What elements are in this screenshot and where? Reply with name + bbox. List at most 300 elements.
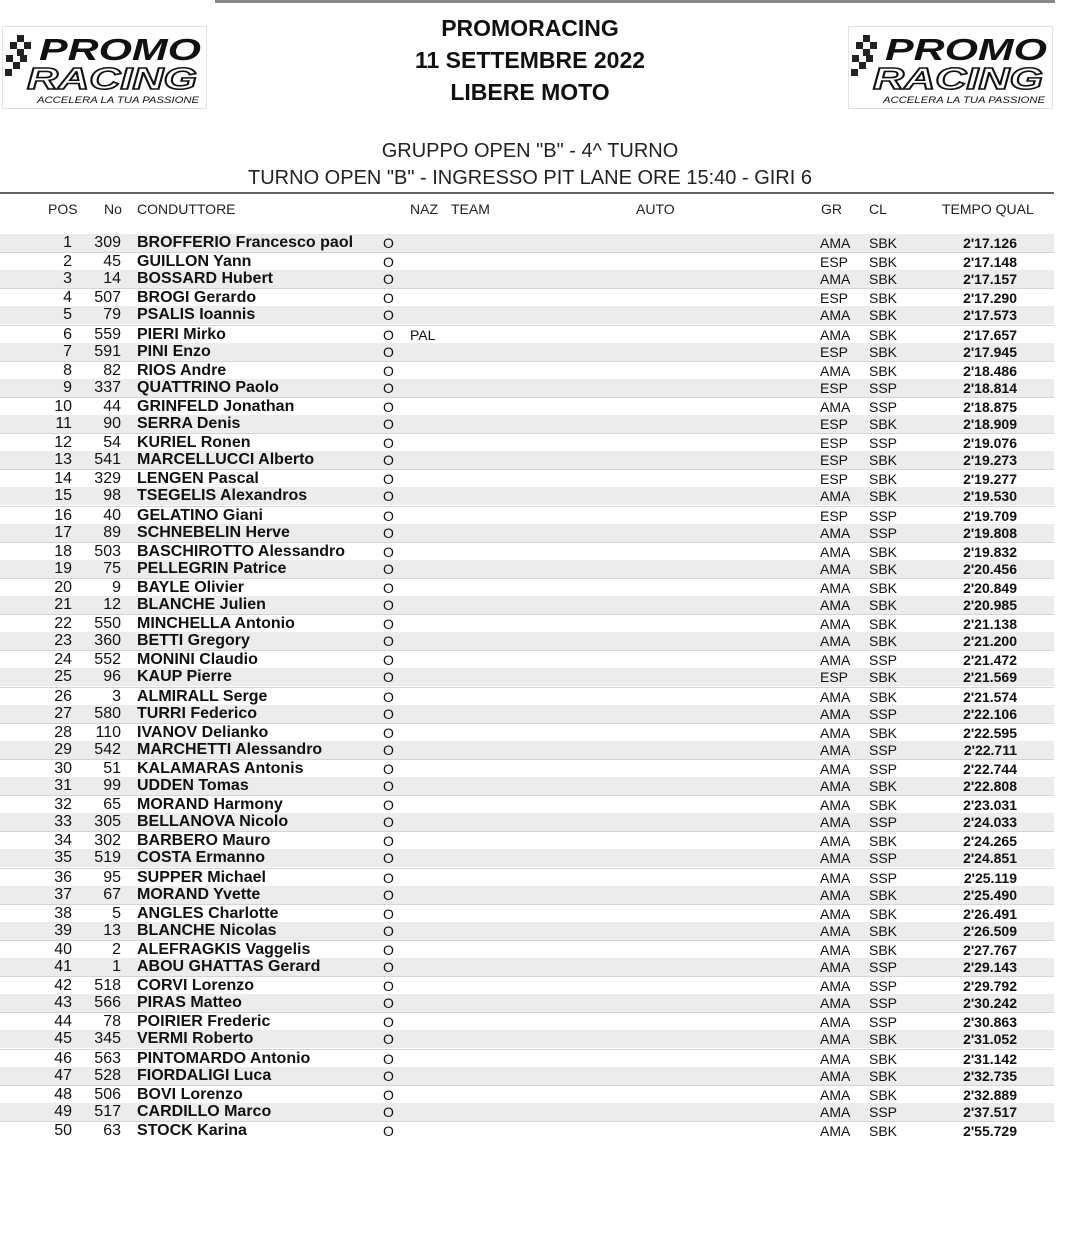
table-row	[0, 1030, 1054, 1048]
group-cell: AMA	[820, 706, 851, 722]
class-cell: SBK	[869, 1123, 898, 1139]
lap-time-cell: 2'37.517	[963, 1104, 1017, 1120]
number-cell: 517	[94, 1103, 121, 1120]
position-cell: 17	[54, 524, 72, 541]
driver-name-cell: COSTA Ermanno	[137, 849, 266, 866]
number-cell: 90	[103, 415, 121, 432]
nationality-cell: O	[383, 616, 394, 632]
class-cell: SSP	[869, 814, 898, 830]
group-cell: AMA	[820, 742, 851, 758]
class-cell: SSP	[869, 435, 898, 451]
group-cell: AMA	[820, 995, 851, 1011]
group-cell: AMA	[820, 778, 851, 794]
svg-text:PROMO: PROMO	[885, 32, 1047, 67]
number-cell: 5	[112, 905, 121, 922]
driver-name-cell: LENGEN Pascal	[137, 470, 259, 487]
position-cell: 21	[54, 596, 72, 613]
lap-time-cell: 2'22.595	[963, 725, 1017, 741]
position-cell: 28	[54, 724, 72, 741]
number-cell: 345	[94, 1030, 121, 1047]
table-row	[0, 886, 1054, 904]
number-cell: 550	[94, 615, 121, 632]
lap-time-cell: 2'29.792	[963, 978, 1017, 994]
col-header-team: TEAM	[451, 201, 490, 217]
group-cell: ESP	[820, 344, 849, 360]
table-row	[0, 306, 1054, 324]
class-cell: SBK	[869, 363, 898, 379]
number-cell: 9	[112, 579, 121, 596]
lap-time-cell: 2'22.744	[963, 761, 1017, 777]
lap-time-cell: 2'55.729	[963, 1123, 1017, 1139]
svg-text:RACING: RACING	[873, 61, 1043, 96]
position-cell: 20	[54, 579, 72, 596]
class-cell: SSP	[869, 959, 898, 975]
class-cell: SBK	[869, 327, 898, 343]
nationality-cell: O	[383, 995, 394, 1011]
group-cell: ESP	[820, 471, 849, 487]
nationality-cell: O	[383, 652, 394, 668]
number-cell: 528	[94, 1067, 121, 1084]
nationality-cell: O	[383, 870, 394, 886]
lap-time-cell: 2'24.265	[963, 833, 1017, 849]
table-row	[0, 252, 1054, 270]
driver-name-cell: MORAND Yvette	[137, 886, 261, 903]
group-cell: AMA	[820, 399, 851, 415]
position-cell: 8	[63, 362, 72, 379]
number-cell: 45	[103, 253, 121, 270]
nationality-cell: O	[383, 399, 394, 415]
driver-name-cell: PSALIS Ioannis	[137, 306, 256, 323]
nationality-cell: O	[383, 1123, 394, 1139]
lap-time-cell: 2'23.031	[963, 797, 1017, 813]
driver-name-cell: KALAMARAS Antonis	[137, 760, 304, 777]
number-cell: 79	[103, 306, 121, 323]
nationality-cell: O	[383, 235, 394, 251]
position-cell: 27	[54, 705, 72, 722]
lap-time-cell: 2'17.945	[963, 344, 1017, 360]
col-header-pos: POS	[48, 201, 78, 217]
number-cell: 99	[103, 777, 121, 794]
col-header-gr: GR	[821, 201, 842, 217]
group-cell: AMA	[820, 271, 851, 287]
table-row	[0, 777, 1054, 795]
class-cell: SBK	[869, 1031, 898, 1047]
driver-name-cell: QUATTRINO Paolo	[137, 379, 279, 396]
lap-time-cell: 2'21.138	[963, 616, 1017, 632]
position-cell: 41	[54, 958, 72, 975]
lap-time-cell: 2'19.076	[963, 435, 1017, 451]
group-cell: AMA	[820, 942, 851, 958]
position-cell: 31	[54, 777, 72, 794]
table-row	[0, 1067, 1054, 1085]
organizer-title: PROMORACING	[441, 15, 619, 41]
lap-time-cell: 2'21.472	[963, 652, 1017, 668]
class-cell: SSP	[869, 1104, 898, 1120]
group-cell: AMA	[820, 978, 851, 994]
group-cell: AMA	[820, 488, 851, 504]
driver-name-cell: KURIEL Ronen	[137, 434, 251, 451]
table-row	[0, 741, 1054, 759]
nationality-cell: O	[383, 307, 394, 323]
class-cell: SBK	[869, 452, 898, 468]
group-cell: AMA	[820, 652, 851, 668]
number-cell: 82	[103, 362, 121, 379]
driver-name-cell: PINTOMARDO Antonio	[137, 1050, 311, 1067]
number-cell: 89	[103, 524, 121, 541]
number-cell: 44	[103, 398, 121, 415]
table-row	[0, 650, 1054, 668]
position-cell: 47	[54, 1067, 72, 1084]
lap-time-cell: 2'22.106	[963, 706, 1017, 722]
lap-time-cell: 2'18.814	[963, 380, 1017, 396]
driver-name-cell: PELLEGRIN Patrice	[137, 560, 287, 577]
class-cell: SBK	[869, 561, 898, 577]
table-row	[0, 487, 1054, 505]
driver-name-cell: KAUP Pierre	[137, 668, 232, 685]
lap-time-cell: 2'27.767	[963, 942, 1017, 958]
class-cell: SBK	[869, 778, 898, 794]
nationality-cell: O	[383, 797, 394, 813]
table-row	[0, 795, 1054, 813]
class-cell: SBK	[869, 1051, 898, 1067]
table-row	[0, 343, 1054, 361]
table-row	[0, 632, 1054, 650]
driver-name-cell: GUILLON Yann	[137, 253, 252, 270]
lap-time-cell: 2'17.573	[963, 307, 1017, 323]
number-cell: 75	[103, 560, 121, 577]
col-header-naz: NAZ	[410, 201, 438, 217]
class-cell: SBK	[869, 725, 898, 741]
svg-text:PROMO: PROMO	[39, 32, 201, 67]
driver-name-cell: BASCHIROTTO Alessandro	[137, 543, 346, 560]
position-cell: 30	[54, 760, 72, 777]
driver-name-cell: SCHNEBELIN Herve	[137, 524, 290, 541]
position-cell: 43	[54, 994, 72, 1011]
position-cell: 39	[54, 922, 72, 939]
table-row	[0, 614, 1054, 632]
number-cell: 503	[94, 543, 121, 560]
class-cell: SSP	[869, 706, 898, 722]
table-row	[0, 379, 1054, 397]
class-cell: SBK	[869, 254, 898, 270]
driver-name-cell: ANGLES Charlotte	[137, 905, 279, 922]
table-row	[0, 506, 1054, 524]
number-cell: 591	[94, 343, 121, 360]
driver-name-cell: GRINFELD Jonathan	[137, 398, 295, 415]
class-cell: SSP	[869, 742, 898, 758]
class-cell: SBK	[869, 616, 898, 632]
driver-name-cell: PINI Enzo	[137, 343, 211, 360]
lap-time-cell: 2'31.052	[963, 1031, 1017, 1047]
number-cell: 580	[94, 705, 121, 722]
number-cell: 541	[94, 451, 121, 468]
number-cell: 559	[94, 326, 121, 343]
table-row	[0, 687, 1054, 705]
table-row	[0, 397, 1054, 415]
position-cell: 19	[54, 560, 72, 577]
class-cell: SBK	[869, 669, 898, 685]
driver-name-cell: TSEGELIS Alexandros	[137, 487, 308, 504]
number-cell: 360	[94, 632, 121, 649]
number-cell: 3	[112, 688, 121, 705]
position-cell: 24	[54, 651, 72, 668]
lap-time-cell: 2'25.490	[963, 887, 1017, 903]
promoracing-logo-left	[2, 26, 207, 109]
nationality-cell: O	[383, 923, 394, 939]
position-cell: 29	[54, 741, 72, 758]
driver-name-cell: ALEFRAGKIS Vaggelis	[137, 941, 311, 958]
number-cell: 309	[94, 234, 121, 251]
number-cell: 40	[103, 507, 121, 524]
group-cell: AMA	[820, 1087, 851, 1103]
driver-name-cell: IVANOV Delianko	[137, 724, 269, 741]
position-cell: 35	[54, 849, 72, 866]
position-cell: 12	[54, 434, 72, 451]
driver-name-cell: BLANCHE Nicolas	[137, 922, 277, 939]
nationality-cell: O	[383, 488, 394, 504]
group-cell: AMA	[820, 544, 851, 560]
driver-name-cell: ALMIRALL Serge	[137, 688, 268, 705]
class-cell: SBK	[869, 906, 898, 922]
nationality-cell: O	[383, 761, 394, 777]
number-cell: 305	[94, 813, 121, 830]
class-cell: SBK	[869, 307, 898, 323]
lap-time-cell: 2'17.657	[963, 327, 1017, 343]
number-cell: 563	[94, 1050, 121, 1067]
class-cell: SSP	[869, 761, 898, 777]
group-cell: AMA	[820, 1014, 851, 1030]
lap-time-cell: 2'17.126	[963, 235, 1017, 251]
number-cell: 63	[103, 1122, 121, 1139]
top-border-line	[215, 0, 1055, 3]
nationality-cell: O	[383, 1014, 394, 1030]
nationality-cell: O	[383, 544, 394, 560]
class-cell: SBK	[869, 235, 898, 251]
class-cell: SBK	[869, 597, 898, 613]
number-cell: 65	[103, 796, 121, 813]
nationality-cell: O	[383, 290, 394, 306]
nationality-cell: O	[383, 814, 394, 830]
table-row	[0, 813, 1054, 831]
class-cell: SSP	[869, 850, 898, 866]
number-cell: 302	[94, 832, 121, 849]
team-cell: PAL	[410, 327, 436, 343]
col-header-cl: CL	[869, 201, 887, 217]
group-cell: ESP	[820, 508, 849, 524]
class-cell: SSP	[869, 978, 898, 994]
lap-time-cell: 2'18.909	[963, 416, 1017, 432]
class-cell: SBK	[869, 544, 898, 560]
nationality-cell: O	[383, 435, 394, 451]
class-cell: SBK	[869, 797, 898, 813]
group-cell: AMA	[820, 959, 851, 975]
class-cell: SBK	[869, 271, 898, 287]
group-cell: AMA	[820, 597, 851, 613]
position-cell: 32	[54, 796, 72, 813]
table-row	[0, 433, 1054, 451]
table-row	[0, 958, 1054, 976]
nationality-cell: O	[383, 327, 394, 343]
position-cell: 34	[54, 832, 72, 849]
position-cell: 33	[54, 813, 72, 830]
table-row	[0, 1085, 1054, 1103]
group-cell: AMA	[820, 561, 851, 577]
position-cell: 6	[63, 326, 72, 343]
nationality-cell: O	[383, 742, 394, 758]
group-cell: AMA	[820, 797, 851, 813]
driver-name-cell: MARCHETTI Alessandro	[137, 741, 323, 758]
number-cell: 13	[103, 922, 121, 939]
table-row	[0, 288, 1054, 306]
lap-time-cell: 2'29.143	[963, 959, 1017, 975]
driver-name-cell: ABOU GHATTAS Gerard	[137, 958, 321, 975]
driver-name-cell: SUPPER Michael	[137, 869, 266, 886]
group-cell: AMA	[820, 580, 851, 596]
position-cell: 15	[54, 487, 72, 504]
class-cell: SBK	[869, 488, 898, 504]
driver-name-cell: UDDEN Tomas	[137, 777, 249, 794]
group-cell: AMA	[820, 525, 851, 541]
nationality-cell: O	[383, 706, 394, 722]
lap-time-cell: 2'21.574	[963, 689, 1017, 705]
group-cell: AMA	[820, 1123, 851, 1139]
class-cell: SSP	[869, 508, 898, 524]
nationality-cell: O	[383, 1068, 394, 1084]
event-name: LIBERE MOTO	[450, 79, 610, 105]
number-cell: 1	[112, 958, 121, 975]
position-cell: 45	[54, 1030, 72, 1047]
number-cell: 12	[103, 596, 121, 613]
lap-time-cell: 2'21.569	[963, 669, 1017, 685]
position-cell: 18	[54, 543, 72, 560]
class-cell: SBK	[869, 416, 898, 432]
nationality-cell: O	[383, 725, 394, 741]
class-cell: SBK	[869, 942, 898, 958]
table-row	[0, 542, 1054, 560]
table-row	[0, 976, 1054, 994]
table-row	[0, 759, 1054, 777]
table-row	[0, 1012, 1054, 1030]
driver-name-cell: BARBERO Mauro	[137, 832, 271, 849]
number-cell: 51	[103, 760, 121, 777]
lap-time-cell: 2'19.709	[963, 508, 1017, 524]
nationality-cell: O	[383, 254, 394, 270]
nationality-cell: O	[383, 1051, 394, 1067]
group-cell: AMA	[820, 689, 851, 705]
lap-time-cell: 2'19.530	[963, 488, 1017, 504]
position-cell: 48	[54, 1086, 72, 1103]
table-row	[0, 1103, 1054, 1121]
nationality-cell: O	[383, 525, 394, 541]
nationality-cell: O	[383, 580, 394, 596]
lap-time-cell: 2'32.889	[963, 1087, 1017, 1103]
number-cell: 98	[103, 487, 121, 504]
lap-time-cell: 2'18.875	[963, 399, 1017, 415]
position-cell: 25	[54, 668, 72, 685]
nationality-cell: O	[383, 363, 394, 379]
position-cell: 23	[54, 632, 72, 649]
group-cell: AMA	[820, 363, 851, 379]
class-cell: SBK	[869, 887, 898, 903]
class-cell: SBK	[869, 290, 898, 306]
driver-name-cell: BELLANOVA Nicolo	[137, 813, 289, 830]
position-cell: 2	[63, 253, 72, 270]
number-cell: 78	[103, 1013, 121, 1030]
group-cell: AMA	[820, 235, 851, 251]
group-cell: ESP	[820, 254, 849, 270]
nationality-cell: O	[383, 850, 394, 866]
position-cell: 1	[63, 234, 72, 251]
position-cell: 46	[54, 1050, 72, 1067]
class-cell: SBK	[869, 580, 898, 596]
class-cell: SBK	[869, 833, 898, 849]
nationality-cell: O	[383, 906, 394, 922]
table-row	[0, 325, 1054, 343]
lap-time-cell: 2'17.290	[963, 290, 1017, 306]
table-row	[0, 904, 1054, 922]
group-cell: AMA	[820, 833, 851, 849]
nationality-cell: O	[383, 959, 394, 975]
class-cell: SBK	[869, 1068, 898, 1084]
position-cell: 26	[54, 688, 72, 705]
number-cell: 95	[103, 869, 121, 886]
position-cell: 3	[63, 270, 72, 287]
position-cell: 7	[63, 343, 72, 360]
lap-time-cell: 2'22.808	[963, 778, 1017, 794]
position-cell: 42	[54, 977, 72, 994]
col-header-auto: AUTO	[636, 201, 675, 217]
group-cell: AMA	[820, 1068, 851, 1084]
group-cell: ESP	[820, 380, 849, 396]
number-cell: 14	[103, 270, 121, 287]
group-cell: AMA	[820, 725, 851, 741]
group-heading: GRUPPO OPEN "B" - 4^ TURNO	[381, 140, 679, 162]
lap-time-cell: 2'19.832	[963, 544, 1017, 560]
number-cell: 110	[95, 724, 121, 741]
event-date: 11 SETTEMBRE 2022	[414, 47, 646, 73]
lap-time-cell: 2'18.486	[963, 363, 1017, 379]
lap-time-cell: 2'30.242	[963, 995, 1017, 1011]
table-row	[0, 1121, 1054, 1139]
table-row	[0, 560, 1054, 578]
class-cell: SBK	[869, 344, 898, 360]
nationality-cell: O	[383, 1031, 394, 1047]
driver-name-cell: MARCELLUCCI Alberto	[137, 451, 315, 468]
position-cell: 11	[55, 415, 72, 432]
driver-name-cell: STOCK Karina	[137, 1122, 247, 1139]
group-cell: AMA	[820, 761, 851, 777]
driver-name-cell: BLANCHE Julien	[137, 596, 266, 613]
driver-name-cell: SERRA Denis	[137, 415, 241, 432]
position-cell: 40	[54, 941, 72, 958]
nationality-cell: O	[383, 271, 394, 287]
driver-name-cell: PIRAS Matteo	[137, 994, 242, 1011]
group-cell: AMA	[820, 633, 851, 649]
group-cell: ESP	[820, 290, 849, 306]
table-row	[0, 596, 1054, 614]
position-cell: 14	[54, 470, 72, 487]
lap-time-cell: 2'31.142	[963, 1051, 1017, 1067]
driver-name-cell: MONINI Claudio	[137, 651, 258, 668]
lap-time-cell: 2'19.273	[963, 452, 1017, 468]
number-cell: 519	[94, 849, 121, 866]
position-cell: 13	[54, 451, 72, 468]
driver-name-cell: VERMI Roberto	[137, 1030, 254, 1047]
nationality-cell: O	[383, 508, 394, 524]
nationality-cell: O	[383, 344, 394, 360]
lap-time-cell: 2'24.033	[963, 814, 1017, 830]
group-cell: AMA	[820, 887, 851, 903]
